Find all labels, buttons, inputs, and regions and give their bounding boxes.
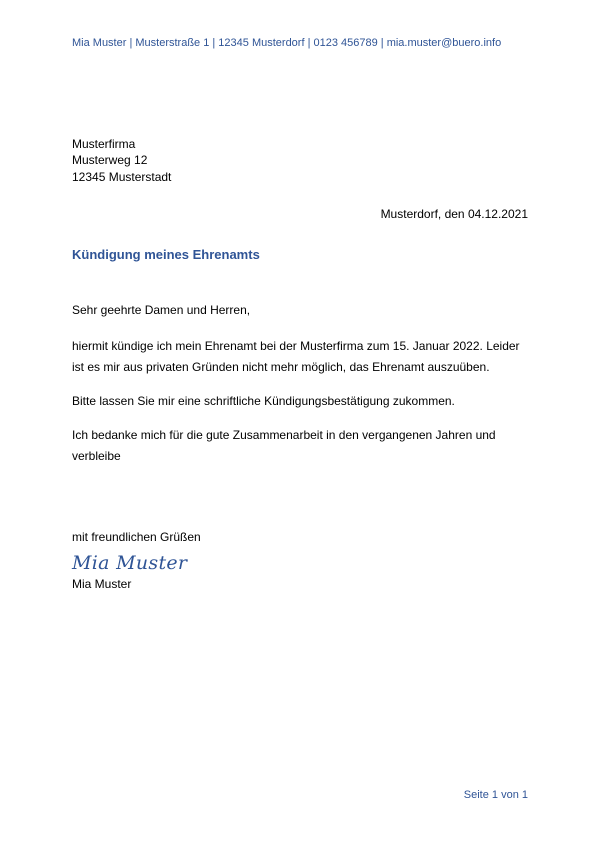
recipient-address: [72, 136, 171, 185]
date-line: Musterdorf, den 04.12.2021: [380, 207, 528, 221]
closing-phrase: mit freundlichen Grüßen: [72, 530, 201, 544]
letter-body: [72, 300, 527, 480]
recipient-street: Musterweg 12: [72, 153, 148, 168]
body-paragraph-confirmation-request: Bitte lassen Sie mir eine schriftliche Kündigungsbestätigung zukommen.: [72, 394, 455, 408]
recipient-city: 12345 Musterstadt: [72, 169, 172, 184]
handwritten-signature: Mia Muster: [72, 552, 188, 574]
body-paragraph-thanks: Ich bedanke mich für die gute Zusammenarbeit in den vergangenen Jahren und verbleibe: [72, 428, 496, 463]
page-number: Seite 1 von 1: [463, 789, 528, 801]
sender-address-line: Mia Muster | Musterstraße 1 | 12345 Musterdorf | 0123 456789 | mia.muster@buero.info: [72, 37, 502, 49]
salutation: Sehr geehrte Damen und Herren,: [72, 303, 251, 317]
letter-subject: Kündigung meines Ehrenamts: [72, 247, 260, 262]
body-paragraph-termination: hiermit kündige ich mein Ehrenamt bei der Musterfirma zum 15. Januar 2022. Leider ist es mir aus privaten Gründen nicht mehr möglich, das Ehrenamt auszuüben.: [72, 339, 520, 374]
printed-name: Mia Muster: [72, 577, 132, 591]
recipient-company: Musterfirma: [72, 137, 136, 151]
